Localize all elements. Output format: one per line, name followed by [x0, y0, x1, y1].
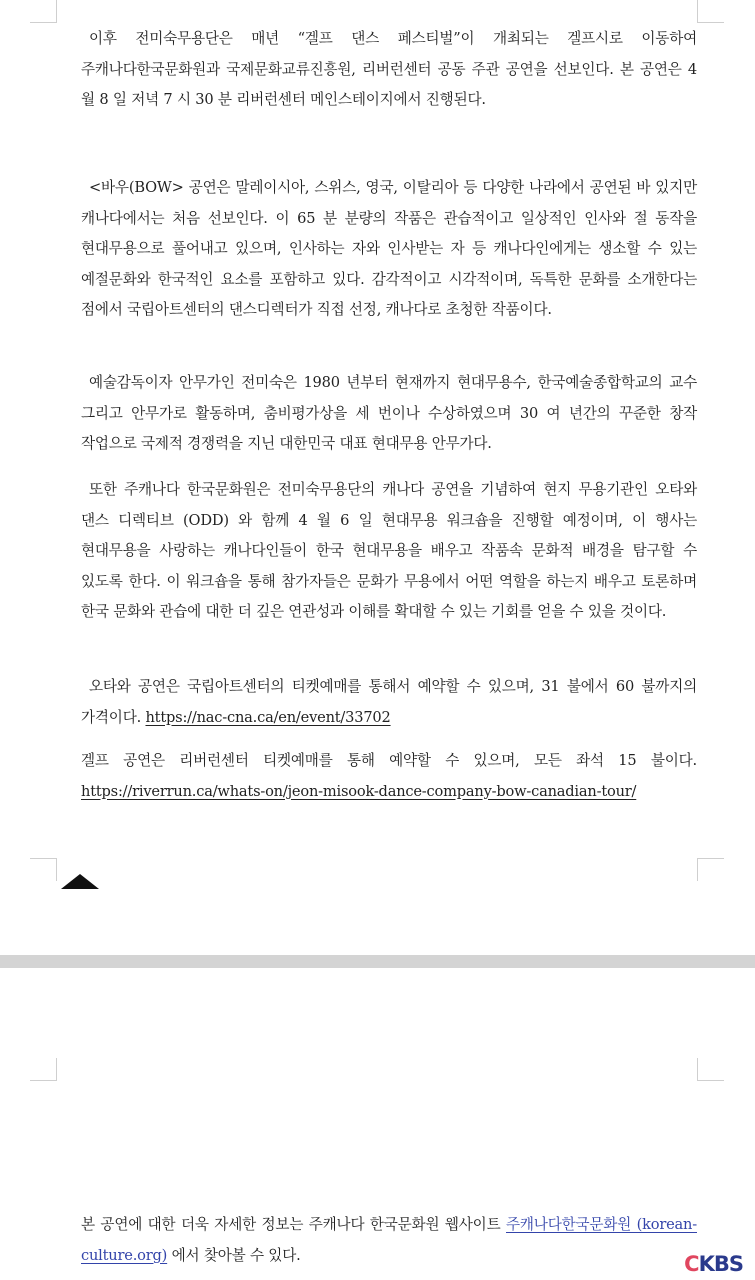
page-corner-mark	[697, 0, 724, 23]
ottawa-tickets-text: 오타와 공연은 국립아트센터의 티켓예매를 통해서 예약할 수 있으며, 31 불에서 60 불까지의 가격이다.	[81, 678, 697, 726]
more-info-text: 본 공연에 대한 더욱 자세한 정보는 주캐나다 한국문화원 웹사이트	[81, 1216, 501, 1233]
page-corner-mark	[30, 858, 57, 881]
page-corner-mark	[697, 858, 724, 881]
page-corner-mark	[30, 0, 57, 23]
kbs-watermark-logo: CKBS	[684, 1252, 743, 1276]
korean-culture-link[interactable]: 주캐나다한국문화원 (korean-culture.org)	[81, 1216, 697, 1264]
paragraph-bow-introduction: <바우(BOW> 공연은 말레이시아, 스위스, 영국, 이탈리아 등 다양한 나라에서 공연된 바 있지만 캐나다에서는 처음 선보인다. 이 65 분 분량의 작품은 관습적이고 일상적인 인사와 절 동작을 현대무용으로 풀어내고 있으며, 인사하는 자와 인사받는 자 등 캐나다인에게는 생소할 수 있는 예절문화와 한국적인 요소를 포함하고 있다. 감각적이고 시각적이며, 독특한 문화를 소개한다는 점에서 국립아트센터의 댄스디렉터가 직접 선정, 캐나다로 초청한 작품이다.	[81, 179, 697, 318]
paragraph-choreographer-bio: 예술감독이자 안무가인 전미숙은 1980 년부터 현재까지 현대무용수, 한국예술종합학교의 교수 그리고 안무가로 활동하며, 춤비평가상을 세 번이나 수상하였으며 30 여 년간의 꾸준한 창작 작업으로 국제적 경쟁력을 지닌 대한민국 대표 현대무용 안무가다.	[81, 374, 697, 452]
paragraph-guelph-performance: 이후 전미숙무용단은 매년 “겔프 댄스 페스티벌”이 개최되는 겔프시로 이동하여 주캐나다한국문화원과 국제문화교류진흥원, 리버런센터 공동 주관 공연을 선보인다. 본 공연은 4 월 8 일 저녁 7 시 30 분 리버런센터 메인스테이지에서 진행된다.	[81, 30, 697, 108]
paragraph-more-info	[81, 1210, 697, 1271]
paragraph-ottawa-tickets	[81, 672, 697, 733]
document-page-2	[0, 968, 755, 1280]
page-corner-mark	[30, 1058, 57, 1081]
guelph-tickets-text: 겔프 공연은 리버런센터 티켓예매를 통해 예약할 수 있으며, 모든 좌석 15 불이다.	[81, 752, 697, 769]
paragraph-guelph-tickets	[81, 746, 697, 807]
nac-event-link[interactable]: https://nac-cna.ca/en/event/33702	[145, 708, 391, 726]
paragraph-workshop: 또한 주캐나다 한국문화원은 전미숙무용단의 캐나다 공연을 기념하여 현지 무용기관인 오타와 댄스 디렉티브 (ODD) 와 함께 4 월 6 일 현대무용 워크숍을 진행할 예정이며, 이 행사는 현대무용을 사랑하는 캐나다인들이 한국 현대무용을 배우고 작품속 문화적 배경을 탐구할 수 있도록 한다. 이 워크숍을 통해 참가자들은 문화가 무용에서 어떤 역할을 하는지 배우고 토론하며 한국 문화와 관습에 대한 더 깊은 연관성과 이해를 확대할 수 있는 기회를 얻을 수 있을 것이다.	[81, 481, 697, 620]
page-separator	[0, 955, 755, 968]
more-info-tail: 에서 찾아볼 수 있다.	[171, 1246, 301, 1264]
page-corner-mark	[697, 1058, 724, 1081]
scroll-up-arrow-icon[interactable]	[61, 874, 99, 889]
riverrun-event-link[interactable]: https://riverrun.ca/whats-on/jeon-misook-dance-company-bow-canadian-tour/	[81, 782, 637, 800]
